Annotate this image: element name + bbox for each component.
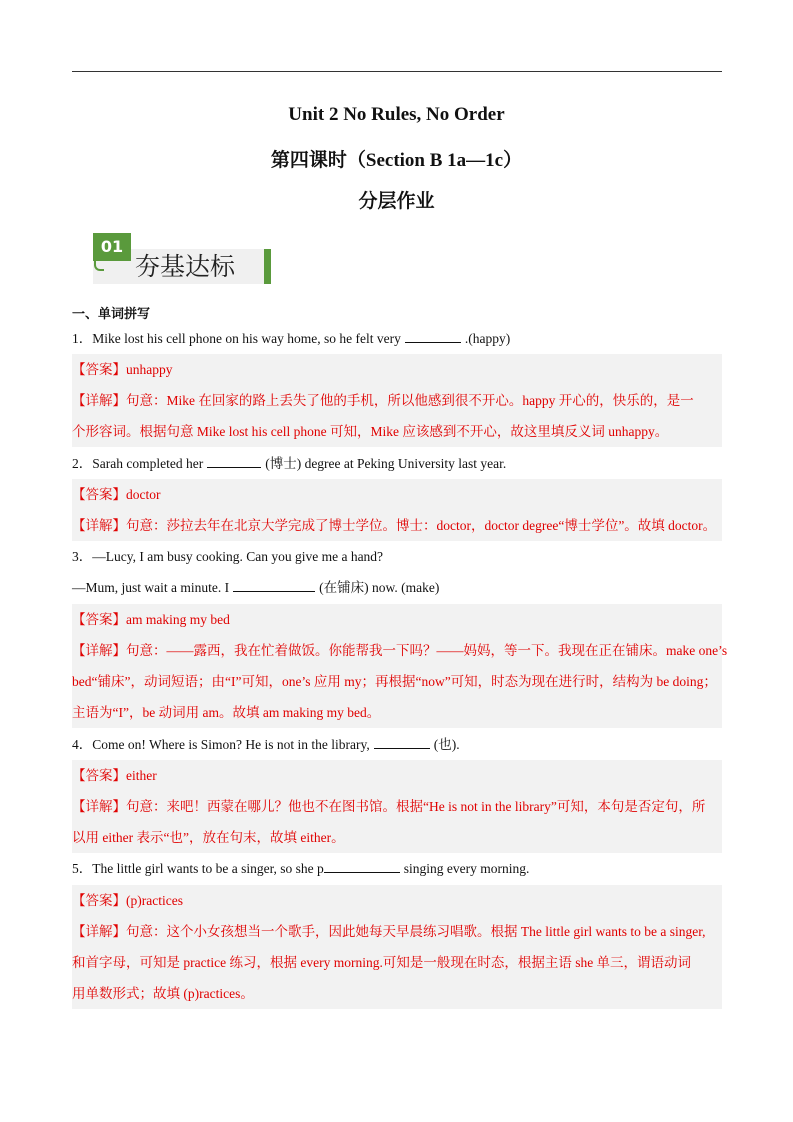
explanation-1: 【详解】句意：Mike 在回家的路上丢失了他的手机，所以他感到很不开心。happy 开心的，快乐的，是一 — [72, 385, 722, 416]
explanation-2: 【详解】句意：莎拉去年在北京大学完成了博士学位。博士：doctor，doctor degree“博士学位”。故填 doctor。 — [72, 510, 722, 541]
answer-3: 【答案】am making my bed — [72, 604, 722, 635]
explanation-5-cont: 和首字母，可知是 practice 练习，根据 every morning.可知是一般现在时态，根据主语 she 单三，谓语动词 — [72, 947, 722, 978]
explanation-3-cont: bed“铺床”，动词短语；由“I”可知，one’s 应用 my；再根据“now”可知，时态为现在进行时，结构为 be doing； — [72, 666, 722, 697]
explanation-1-cont: 个形容词。根据句意 Mike lost his cell phone 可知，Mike 应该感到不开心，故这里填反义词 unhappy。 — [72, 416, 722, 447]
question-2: 2．Sarah completed her (博士) degree at Peking University last year. — [72, 448, 722, 479]
badge-accent-bar — [264, 249, 271, 284]
question-3: 3．—Lucy, I am busy cooking. Can you give me a hand? — [72, 549, 384, 564]
badge-text: 夯基达标 — [135, 252, 236, 281]
question-1: 1．Mike lost his cell phone on his way home, so he felt very .(happy) — [72, 323, 722, 354]
question-3-cont: —Mum, just wait a minute. I (在铺床) now. (make) — [72, 572, 722, 603]
answer-4: 【答案】either — [72, 760, 722, 791]
answer-blank — [405, 328, 461, 343]
section-title: 一、单词拼写 — [72, 307, 151, 322]
badge-number: 01 — [93, 233, 131, 261]
explanation-3: 【详解】句意：——露西，我在忙着做饭。你能帮我一下吗？——妈妈，等一下。我现在正在铺床。make one’s — [72, 635, 722, 666]
answer-5: 【答案】(p)ractices — [72, 885, 722, 916]
question-5: 5．The little girl wants to be a singer, so she p singing every morning. — [72, 853, 722, 884]
explanation-5: 【详解】句意：这个小女孩想当一个歌手，因此她每天早晨练习唱歌。根据 The little girl wants to be a singer, — [72, 916, 722, 947]
explanation-3-end: 主语为“I”，be 动词用 am。故填 am making my bed。 — [72, 697, 722, 728]
section-badge — [85, 233, 271, 285]
answer-blank — [207, 453, 261, 468]
answer-2: 【答案】doctor — [72, 479, 722, 510]
question-4: 4．Come on! Where is Simon? He is not in the library, (也). — [72, 729, 722, 760]
answer-1: 【答案】unhappy — [72, 354, 722, 385]
answer-blank — [233, 577, 315, 592]
explanation-4: 【详解】句意：来吧！西蒙在哪儿？他也不在图书馆。根据“He is not in the library”可知，本句是否定句，所 — [72, 791, 722, 822]
answer-blank — [324, 858, 400, 873]
answer-blank — [374, 734, 430, 749]
page-title: Unit 2 No Rules, No Order — [288, 104, 505, 125]
explanation-4-cont: 以用 either 表示“也”，放在句末，故填 either。 — [72, 822, 722, 853]
top-divider — [72, 71, 722, 72]
badge-curl-icon — [94, 261, 104, 271]
lesson-subtitle: 第四课时（Section B 1a—1c） — [270, 150, 523, 171]
explanation-5-end: 用单数形式；故填 (p)ractices。 — [72, 978, 722, 1009]
homework-heading: 分层作业 — [358, 191, 435, 212]
